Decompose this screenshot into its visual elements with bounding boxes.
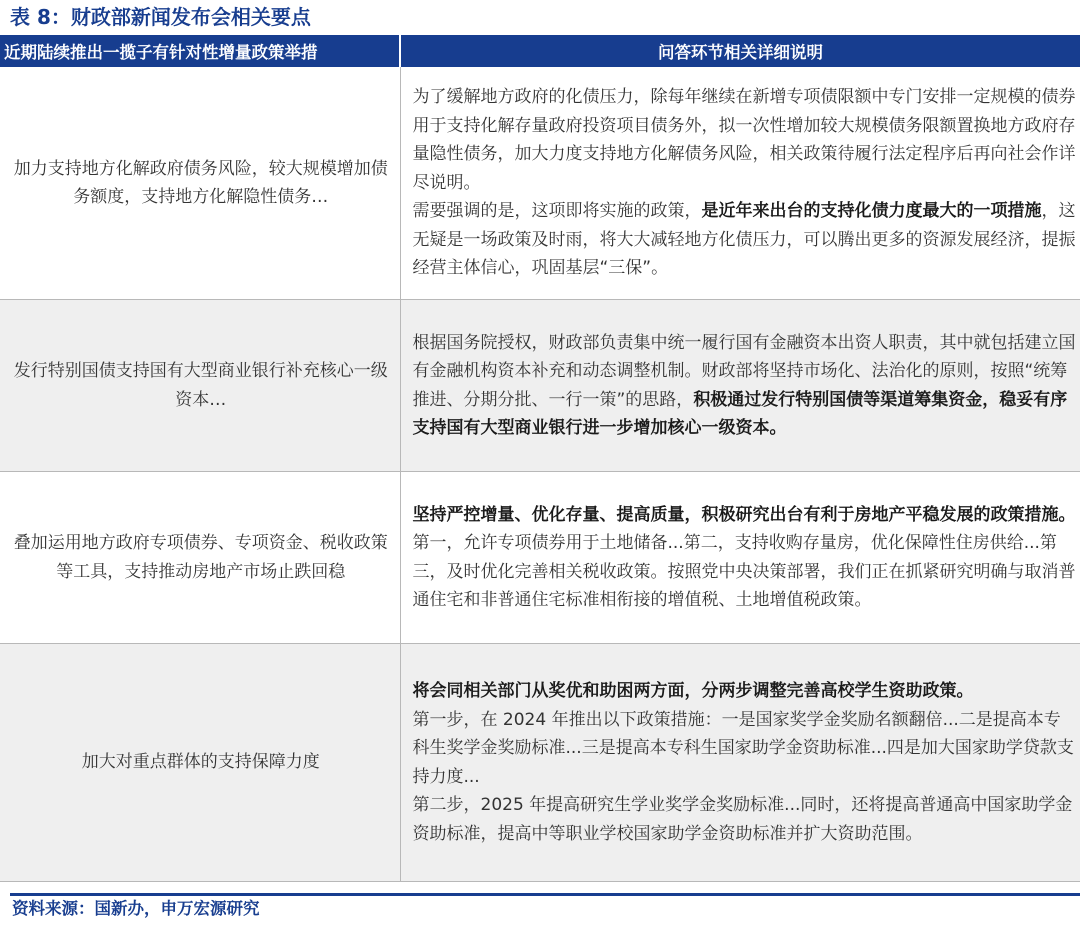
row-detail <box>400 67 1080 300</box>
detail-bold-text: 积极通过发行特别国债等渠道筹集资金，稳妥有序支持国有大型商业银行进一步增加核心一级资本。 <box>412 389 1068 438</box>
table-row <box>0 472 1080 644</box>
detail-paragraph <box>413 677 1077 706</box>
detail-text: 需要强调的是，这项即将实施的政策， <box>412 201 702 222</box>
table-row <box>0 300 1080 472</box>
detail-paragraph: 第二步，2025 年提高研究生学业奖学金奖励标准...同时，还将提高普通高中国家助学金资助标准，提高中等职业学校国家助学金资助标准并扩大资助范围。 <box>412 795 1073 844</box>
row-label: 发行特别国债支持国有大型商业银行补充核心一级资本… <box>0 300 400 472</box>
detail-paragraph <box>413 501 1077 615</box>
detail-bold-text: 是近年来出台的支持化债力度最大的一项措施 <box>701 201 1042 222</box>
source-note: 资料来源：国新办，申万宏源研究 <box>10 893 1080 925</box>
policy-table <box>0 35 1080 882</box>
table-title: 表 8：财政部新闻发布会相关要点 <box>10 5 311 29</box>
table-row <box>0 644 1080 882</box>
detail-paragraph <box>413 329 1077 443</box>
row-detail <box>400 300 1080 472</box>
detail-bold-text: 将会同相关部门从奖优和助困两方面，分两步调整完善高校学生资助政策。 <box>412 681 974 701</box>
table-row <box>0 67 1080 300</box>
detail-paragraph: 第一步，在 2024 年推出以下政策措施：一是国家奖学金奖励名额翻倍...二是提高本专科生奖学金奖励标准...三是提高本专科生国家助学金资助标准...四是加大国家助学贷款支持力度... <box>412 709 1074 787</box>
detail-text: 根据国务院授权，财政部负责集中统一履行国有金融资本出资人职责，其中就包括建立国有金融机构资本补充和动态调整机制。财政部将坚持市场化、法治化的原则，按照“统筹推进、分期分批、一行一策”的思路， <box>412 332 1076 410</box>
header-qa-details: 问答环节相关详细说明 <box>400 35 1080 67</box>
header-policy-measures: 近期陆续推出一揽子有针对性增量政策举措 <box>0 35 400 67</box>
detail-paragraph: 为了缓解地方政府的化债压力，除每年继续在新增专项债限额中专门安排一定规模的债券用于支持化解存量政府投资项目债务外，拟一次性增加较大规模债务限额置换地方政府存量隐性债务，加大力度支持地方化解债务风险，相关政策待履行法定程序后再向社会作详尽说明。 <box>412 87 1076 193</box>
table-header-row <box>0 35 1080 67</box>
detail-bold-text: 坚持严控增量、优化存量、提高质量，积极研究出台有利于房地产平稳发展的政策措施。 <box>412 504 1076 525</box>
row-detail <box>400 472 1080 644</box>
row-label: 加大对重点群体的支持保障力度 <box>0 644 400 882</box>
detail-text: ，这无疑是一场政策及时雨，将大大减轻地方化债压力，可以腾出更多的资源发展经济，提振经营主体信心，巩固基层“三保”。 <box>412 201 1076 279</box>
row-detail <box>400 644 1080 882</box>
row-label: 叠加运用地方政府专项债券、专项资金、税收政策等工具，支持推动房地产市场止跌回稳 <box>0 472 400 644</box>
detail-paragraph <box>413 197 1077 283</box>
row-label: 加力支持地方化解政府债务风险，较大规模增加债务额度，支持地方化解隐性债务… <box>0 67 400 300</box>
detail-text: 第一，允许专项债券用于土地储备...第二，支持收购存量房，优化保障性住房供给...第三，及时优化完善相关税收政策。按照党中央决策部署，我们正在抓紧研究明确与取消普通住宅和非普通住宅标准相衔接的增值税、土地增值税政策。 <box>412 533 1076 610</box>
